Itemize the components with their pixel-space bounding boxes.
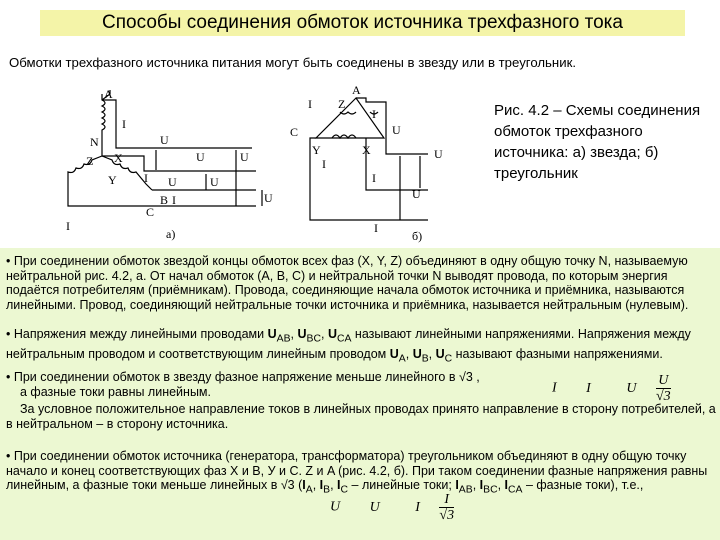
label-b-a: B [160,193,169,207]
winding-c [68,156,102,178]
label-a-b: A [352,86,361,97]
intro-text: Обмотки трехфазного источника питания могут быть соединены в звезду или в треугольник. [9,55,577,70]
connection-diagram [56,86,466,246]
label-ubc-b: U [412,187,421,201]
label-uc-a: U [210,175,219,189]
label-c-a: C [146,205,155,219]
label-ib-b: I [372,171,376,185]
label-ic-a: I [66,219,70,233]
figure-caption: Рис. 4.2 – Схемы соединения обмоток трехфазного источника: а) звезда; б) треугольник [494,102,701,182]
paragraph-star-ratio: • При соединении обмоток в звезду фазное напряжение меньше линейного в √3 , [6,370,480,384]
label-x-b: X [362,143,371,157]
label-ica-b: I [308,97,312,111]
paragraph-direction: За условное положительное направление токов в линейных проводах принято направление в сторону потребителей, а в нейтральном – в сторону источника. [6,402,716,431]
label-ub-a: U [168,175,177,189]
formula-star: I I U $\frac{U}{√3}$ [552,373,671,404]
label-a-caption: а) [166,227,176,241]
label-y-b: Y [312,143,321,157]
label-a-a: A [104,87,113,101]
label-y-a: Y [108,173,117,187]
paragraph-voltages: • Напряжения между линейными проводами $U_{AB}$, $U_{BC}$, $U_{CA}$ называют линейными напряжениями. Напряжения между нейтральным проводом и соответствующим линейным проводом $U_A$, $U_B$, $U_C$ называют фазными напряжениями. [6,327,691,365]
paragraph-delta: • При соединении обмоток источника (генератора, трансформатора) треугольником объединяют в одну общую точку начало и конец соответствующих фаз X и B, У и C. Z и A (рис. 4.2, б). При таком соединении фазные напряжения равны линейным, а фазные токи меньше линейных в √3 ($I_A$, $I_B$, $I_C$ – линейные токи; $I_{AB}$, $I_{BC}$, $I_{CA}$ – фазные токи), т.е., [6,449,708,496]
label-ubc-a: U [264,191,273,205]
label-c-b: C [290,125,299,139]
label-ic-b: I [374,221,378,235]
label-x-a: X [114,151,123,165]
label-ibc-b: I [322,157,326,171]
label-b-caption: б) [412,229,423,243]
label-uac-a: U [240,150,249,164]
label-uac-b: U [434,147,443,161]
label-ia-b: I [372,107,376,121]
label-uab-b: U [392,123,401,137]
winding-a [102,94,105,156]
formula-delta: U U I $\frac{I}{√3}$ [330,492,455,523]
slide-title: Способы соединения обмоток источника трехфазного тока [40,10,685,36]
label-uab-a: U [196,150,205,164]
label-z-a: Z [86,154,94,168]
label-ib-a: I [172,193,176,207]
paragraph-star: • При соединении обмоток звездой концы обмоток всех фаз (X, Y, Z) объединяют в одну общую точку N, называемую нейтральной рис. 4.2, а. От начал обмоток (A, B, C) и нейтральной точки N выводят провода, по которым энергия подаётся потребителям (приёмникам). Провода, соединяющие начала обмоток источника и приёмника, называются линейными. Провод, соединяющий нейтральные точки источника и приёмника, называется нейтральным (нулевым). [6,254,689,312]
label-in-a: I [144,171,148,185]
label-ua-a: U [160,133,169,147]
paragraph-star-currents: а фазные токи равны линейным. [20,385,211,399]
label-n-a: N [90,135,99,149]
label-z-b: Z [338,97,346,111]
label-ia-a: I [122,117,126,131]
